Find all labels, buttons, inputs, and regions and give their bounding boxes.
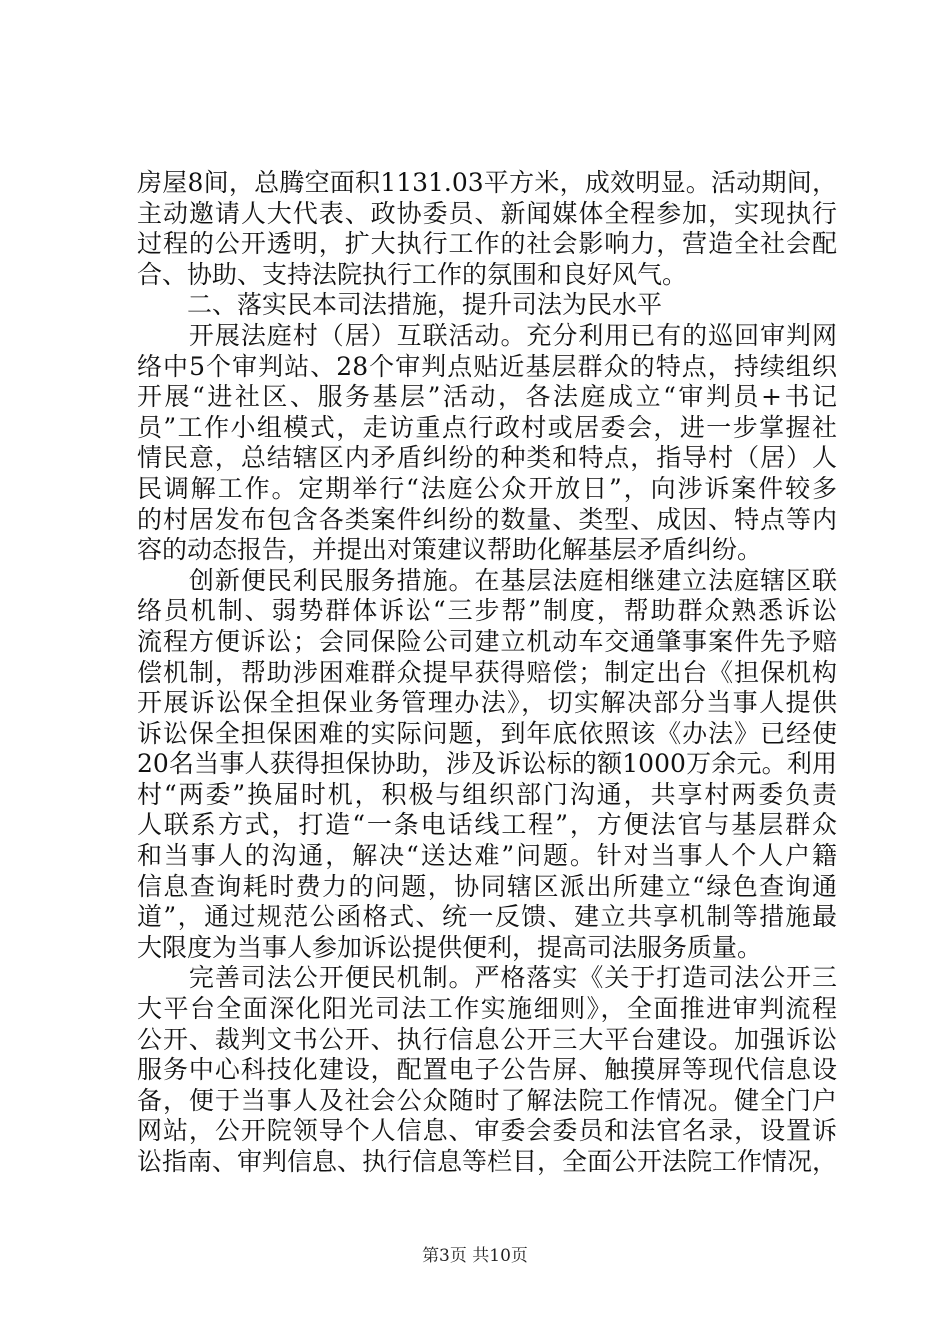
text-line: 房屋8间，总腾空面积1131.03平方米，成效明显。活动期间， bbox=[137, 168, 837, 197]
text-line: 开展“进社区、服务基层”活动，各法庭成立“审判员+书记 bbox=[137, 382, 837, 412]
text-line: 信息查询耗时费力的问题，协同辖区派出所建立“绿色查询通 bbox=[137, 871, 837, 901]
text-line: 民调解工作。定期举行“法庭公众开放日”，向涉诉案件较多 bbox=[137, 473, 837, 503]
text-line: 人联系方式，打造“一条电话线工程”，方便法官与基层群众 bbox=[137, 810, 837, 840]
text-line: 员”工作小组模式，走访重点行政村或居委会，进一步掌握社 bbox=[137, 412, 837, 442]
text-line: 大平台全面深化阳光司法工作实施细则》，全面推进审判流程 bbox=[137, 994, 837, 1024]
text-line: 讼指南、审判信息、执行信息等栏目，全面公开法院工作情况， bbox=[137, 1147, 837, 1176]
text-line: 的村居发布包含各类案件纠纷的数量、类型、成因、特点等内 bbox=[137, 504, 837, 534]
text-line: 公开、裁判文书公开、执行信息公开三大平台建设。加强诉讼 bbox=[137, 1024, 837, 1054]
text-line: 网站，公开院领导个人信息、审委会委员和法官名录，设置诉 bbox=[137, 1116, 837, 1146]
text-line: 容的动态报告，并提出对策建议帮助化解基层矛盾纠纷。 bbox=[137, 535, 763, 565]
text-line: 村“两委”换届时机，积极与组织部门沟通，共享村两委负责 bbox=[137, 779, 837, 809]
text-line: 主动邀请人大代表、政协委员、新闻媒体全程参加，实现执行 bbox=[137, 198, 837, 228]
text-line: 完善司法公开便民机制。严格落实《关于打造司法公开三 bbox=[137, 963, 837, 993]
text-line: 开展诉讼保全担保业务管理办法》，切实解决部分当事人提供 bbox=[137, 688, 837, 718]
text-line: 二、落实民本司法措施，提升司法为民水平 bbox=[137, 290, 663, 320]
text-line: 诉讼保全担保困难的实际问题，到年底依照该《办法》已经使 bbox=[137, 718, 837, 748]
text-line: 创新便民利民服务措施。在基层法庭相继建立法庭辖区联 bbox=[137, 565, 837, 595]
text-line: 络中5个审判站、28个审判点贴近基层群众的特点，持续组织 bbox=[137, 351, 837, 381]
text-line: 合、协助、支持法院执行工作的氛围和良好风气。 bbox=[137, 259, 688, 289]
text-line: 开展法庭村（居）互联活动。充分利用已有的巡回审判网 bbox=[137, 320, 837, 350]
text-line: 道”，通过规范公函格式、统一反馈、建立共享机制等措施最 bbox=[137, 902, 837, 932]
text-line: 偿机制，帮助涉困难群众提早获得赔偿；制定出台《担保机构 bbox=[137, 657, 837, 687]
text-line: 流程方便诉讼；会同保险公司建立机动车交通肇事案件先予赔 bbox=[137, 626, 837, 656]
text-line: 情民意，总结辖区内矛盾纠纷的种类和特点，指导村（居）人 bbox=[137, 443, 837, 473]
text-line: 备，便于当事人及社会公众随时了解法院工作情况。健全门户 bbox=[137, 1085, 837, 1115]
document-body bbox=[137, 168, 837, 1178]
text-line: 和当事人的沟通，解决“送达难”问题。针对当事人个人户籍 bbox=[137, 841, 837, 871]
text-line: 20名当事人获得担保协助，涉及诉讼标的额1000万余元。利用 bbox=[137, 749, 837, 779]
text-line: 络员机制、弱势群体诉讼“三步帮”制度，帮助群众熟悉诉讼 bbox=[137, 596, 837, 626]
text-line: 服务中心科技化建设，配置电子公告屏、触摸屏等现代信息设 bbox=[137, 1055, 837, 1085]
text-line: 大限度为当事人参加诉讼提供便利，提高司法服务质量。 bbox=[137, 932, 763, 962]
text-line: 过程的公开透明，扩大执行工作的社会影响力，营造全社会配 bbox=[137, 229, 837, 259]
page-number-footer: 第3页 共10页 bbox=[422, 1246, 528, 1266]
